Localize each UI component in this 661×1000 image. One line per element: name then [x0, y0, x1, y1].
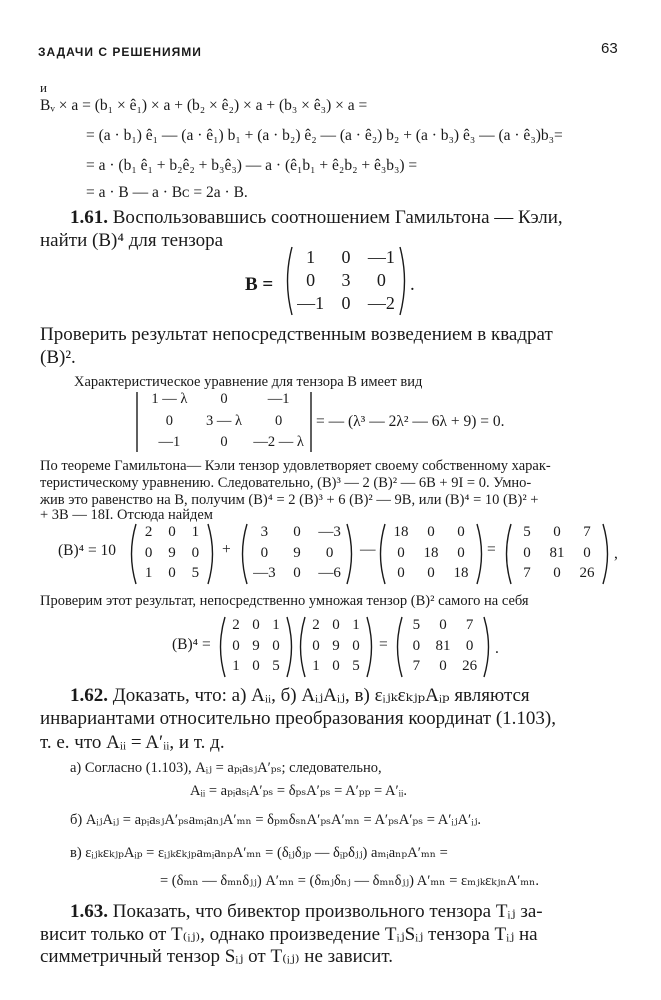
equals-sign-2: = — [379, 636, 388, 653]
matrix-cell: 3 — [260, 523, 269, 540]
matrix-cell: 1 — [232, 658, 240, 675]
solution-text-4: жив это равенство на B, получим (B)⁴ = 2 (B)³ + 6 (B)² — 9B, или (B)⁴ = 10 (B)² + — [40, 492, 539, 508]
matrix-cell: 0 — [272, 637, 280, 654]
minus-sign: — — [360, 541, 376, 558]
matrix-cell: 26 — [579, 565, 595, 582]
matrix-cell: 0 — [165, 412, 173, 429]
matrix-cell: 7 — [583, 523, 591, 540]
page-number: 63 — [601, 40, 618, 57]
matrix-b-squared-left — [216, 616, 296, 678]
solution-text-6: Проверим этот результат, непосредственно умножая тензор (B)² самого на себя — [40, 593, 529, 609]
matrix-cell: —2 — [367, 293, 395, 314]
matrix-cell: 0 — [397, 565, 405, 582]
problem-number: 1.61. — [70, 207, 108, 228]
matrix-cell: 1 — [191, 523, 200, 540]
matrix-cell: 0 — [260, 544, 269, 561]
matrix-cell: 1 — [144, 565, 153, 582]
matrix-cell: 1 — [352, 616, 360, 633]
matrix-cell: 0 — [553, 565, 561, 582]
matrix-cell: 0 — [457, 544, 465, 561]
matrix-cell: 0 — [465, 637, 474, 654]
matrix-cell: 0 — [332, 658, 340, 675]
characteristic-determinant — [134, 390, 314, 454]
problem-1-62-text-3: т. е. что Aᵢᵢ = A′ᵢᵢ, и т. д. — [40, 732, 225, 753]
matrix-cell: 5 — [412, 616, 421, 633]
running-header: ЗАДАЧИ С РЕШЕНИЯМИ — [38, 45, 202, 59]
matrix-cell: 1 — [272, 616, 280, 633]
matrix-cell: 0 — [293, 523, 301, 540]
matrix-cell: 81 — [435, 637, 451, 654]
matrix-cell: 0 — [220, 434, 228, 451]
solution-c-line-1: в) εᵢⱼₖεₖⱼₚAᵢₚ = εᵢⱼₖεₖⱼₚaₘᵢaₙₚA′ₘₙ = (δᵢⱼδⱼₚ — δᵢₚδⱼⱼ) aₘᵢaₙₚA′ₘₙ = — [70, 845, 448, 861]
matrix-cell: 2 — [312, 616, 320, 633]
matrix-b-fourth-check — [393, 616, 493, 678]
matrix-cell: —1 — [267, 391, 290, 408]
matrix-cell: —6 — [318, 565, 341, 582]
matrix-cell: 0 — [252, 658, 260, 675]
matrix-cell: 9 — [293, 544, 301, 561]
matrix-cell: 5 — [191, 565, 200, 582]
matrix-cell: 7 — [465, 616, 474, 633]
matrix-period: . — [410, 274, 415, 295]
matrix-cell: 1 — [306, 246, 316, 267]
matrix-cell: 0 — [306, 270, 316, 290]
matrix-cell: 0 — [412, 637, 421, 654]
matrix-cell: 7 — [523, 565, 531, 582]
matrix-cell: 0 — [523, 544, 531, 561]
equation-line-3: = a · (b₁ ê₁ + b₂ê₂ + b₃ê₃) — a · (ê₁b₁ + ê₂b₂ + ê₃b₃) = — [86, 157, 418, 174]
matrix-cell: 1 — λ — [151, 391, 188, 408]
problem-1-62-text-1 — [70, 684, 530, 707]
matrix-cell: 0 — [439, 658, 447, 675]
matrix-cell: 18 — [423, 544, 439, 561]
matrix-cell: 0 — [232, 637, 240, 654]
equals-sign: = — [487, 541, 496, 558]
matrix-cell: 3 — [341, 270, 351, 290]
matrix-cell: 0 — [553, 523, 561, 540]
matrix-cell: 0 — [427, 523, 435, 540]
sum-lhs: (B)⁴ = 10 — [58, 542, 117, 559]
characteristic-equation: = — (λ³ — 2λ² — 6λ + 9) = 0. — [316, 413, 505, 430]
solution-b-line: б) AᵢⱼAᵢⱼ = aₚᵢaₛⱼA′ₚₛaₘᵢaₙⱼA′ₘₙ = δₚₘδₛₙA′ₚₛA′ₘₙ = A′ₚₛA′ₚₛ = A′ᵢⱼA′ᵢⱼ. — [70, 812, 482, 828]
matrix-cell: 0 — [252, 616, 260, 633]
matrix-cell: 0 — [325, 544, 334, 561]
equation-line-1: Bᵥ × a = (b₁ × ê₁) × a + (b₂ × ê₂) × a + (b₃ × ê₃) × a = — [40, 97, 368, 114]
matrix-cell: 2 — [232, 616, 240, 633]
matrix-cell: 26 — [462, 658, 478, 675]
matrix-cell: 5 — [352, 658, 360, 675]
matrix-cell: 0 — [312, 637, 320, 654]
matrix-cell: —1 — [297, 293, 325, 314]
matrix-cell: —2 — λ — [253, 434, 304, 451]
matrix-cell: 0 — [376, 270, 386, 290]
problem-statement: Доказать, что: а) Aᵢᵢ, б) AᵢⱼAᵢⱼ, в) εᵢⱼₖεₖⱼₚAᵢₚ являются — [112, 685, 530, 706]
matrix-cell: 0 — [341, 293, 351, 314]
matrix-cell: —1 — [158, 434, 181, 451]
matrix-b-squared — [127, 523, 217, 585]
matrix-cell: 0 — [352, 637, 360, 654]
problem-1-63-text-3: симметричный тензор Sᵢⱼ от T₍ᵢⱼ₎ не зависит. — [40, 946, 393, 967]
solution-text-2: По теореме Гамильтона— Кэли тензор удовлетворяет своему собственному харак- — [40, 458, 551, 474]
matrix-b-squared-right — [296, 616, 376, 678]
problem-1-61-text-1 — [70, 207, 563, 229]
equation-line-2: = (a · b₁) ê₁ — (a · ê₁) b₁ + (a · b₂) ê₂ — (a · ê₂) b₂ + (a · b₃) ê₃ — (a · ê₃)b₃= — [86, 127, 563, 144]
problem-1-61-text-2: найти (B)⁴ для тензора — [40, 230, 224, 251]
matrix-cell: —3 — [318, 523, 341, 540]
matrix-cell: 0 — [168, 523, 176, 540]
matrix-3b — [238, 523, 356, 585]
solution-a-line-2: Aᵢᵢ = aₚᵢaₛᵢA′ₚₛ = δₚₛA′ₚₛ = A′ₚₚ = A′ᵢᵢ. — [190, 783, 408, 799]
matrix-cell: 7 — [412, 658, 421, 675]
problem-1-62-text-2: инвариантами относительно преобразования координат (1.103), — [40, 708, 557, 729]
matrix-cell: 18 — [453, 565, 469, 582]
problem-number: 1.63. — [70, 901, 108, 922]
matrix-cell: 9 — [332, 637, 340, 654]
matrix-cell: 5 — [523, 523, 531, 540]
comma-mark: , — [614, 545, 618, 562]
matrix-cell: 1 — [312, 658, 320, 675]
final-period: . — [495, 640, 499, 657]
solution-a-line-1: а) Согласно (1.103), Aᵢⱼ = aₚᵢaₛⱼA′ₚₛ; следовательно, — [70, 760, 382, 776]
matrix-cell: 0 — [397, 544, 405, 561]
matrix-cell: 0 — [191, 544, 200, 561]
matrix-cell: —3 — [253, 565, 276, 582]
solution-text-5: + 3B — 18I. Отсюда найдем — [40, 507, 213, 523]
matrix-lhs: B = — [245, 274, 274, 295]
problem-1-61-text-4: (B)². — [40, 347, 76, 368]
matrix-cell: 0 — [275, 412, 283, 429]
solution-text-3: теристическому уравнению. Следовательно, (B)³ — 2 (B)² — 6B + 9I = 0. Умно- — [40, 475, 532, 491]
matrix-cell: 81 — [549, 544, 565, 561]
problem-statement: Воспользовавшись соотношением Гамильтона — Кэли, — [112, 207, 563, 228]
problem-number: 1.62. — [70, 685, 108, 706]
tensor-b-matrix — [283, 246, 409, 316]
plus-sign: + — [222, 541, 231, 558]
matrix-cell: 0 — [332, 616, 340, 633]
problem-1-63-text-2: висит только от T₍ᵢⱼ₎, однако произведение TᵢⱼSᵢⱼ тензора Tᵢⱼ на — [40, 924, 538, 945]
matrix-cell: 9 — [252, 637, 260, 654]
matrix-b-fourth-result — [502, 523, 612, 585]
matrix-cell: —1 — [367, 246, 395, 267]
matrix-cell: 0 — [457, 523, 465, 540]
matrix-cell: 0 — [168, 565, 176, 582]
matrix-cell: 0 — [439, 616, 447, 633]
problem-statement: Показать, что бивектор произвольного тензора Tᵢⱼ за- — [112, 901, 543, 922]
matrix-cell: 5 — [272, 658, 280, 675]
matrix-cell: 0 — [583, 544, 591, 561]
matrix-cell: 0 — [293, 565, 301, 582]
solution-c-line-2: = (δₘₙ — δₘₙδⱼⱼ) A′ₘₙ = (δₘⱼδₙⱼ — δₘₙδⱼⱼ) A′ₘₙ = εₘⱼₖεₖⱼₙA′ₘₙ. — [160, 873, 540, 889]
matrix-cell: 0 — [427, 565, 435, 582]
matrix-cell: 2 — [144, 523, 153, 540]
matrix-cell: 0 — [220, 391, 228, 408]
product-lhs: (B)⁴ = — [172, 636, 211, 653]
problem-1-63-text-1 — [70, 900, 543, 923]
matrix-18i — [376, 523, 486, 585]
solution-text-1: Характеристическое уравнение для тензора B имеет вид — [74, 374, 423, 390]
conjunction-text: и — [40, 80, 47, 95]
matrix-cell: 0 — [144, 544, 153, 561]
matrix-cell: 0 — [341, 246, 351, 267]
problem-1-61-text-3: Проверить результат непосредственным возведением в квадрат — [40, 324, 553, 345]
matrix-cell: 9 — [168, 544, 176, 561]
matrix-cell: 3 — λ — [205, 412, 242, 429]
matrix-cell: 18 — [393, 523, 409, 540]
equation-line-4: = a · B — a · Bᴄ = 2a · B. — [86, 184, 248, 201]
